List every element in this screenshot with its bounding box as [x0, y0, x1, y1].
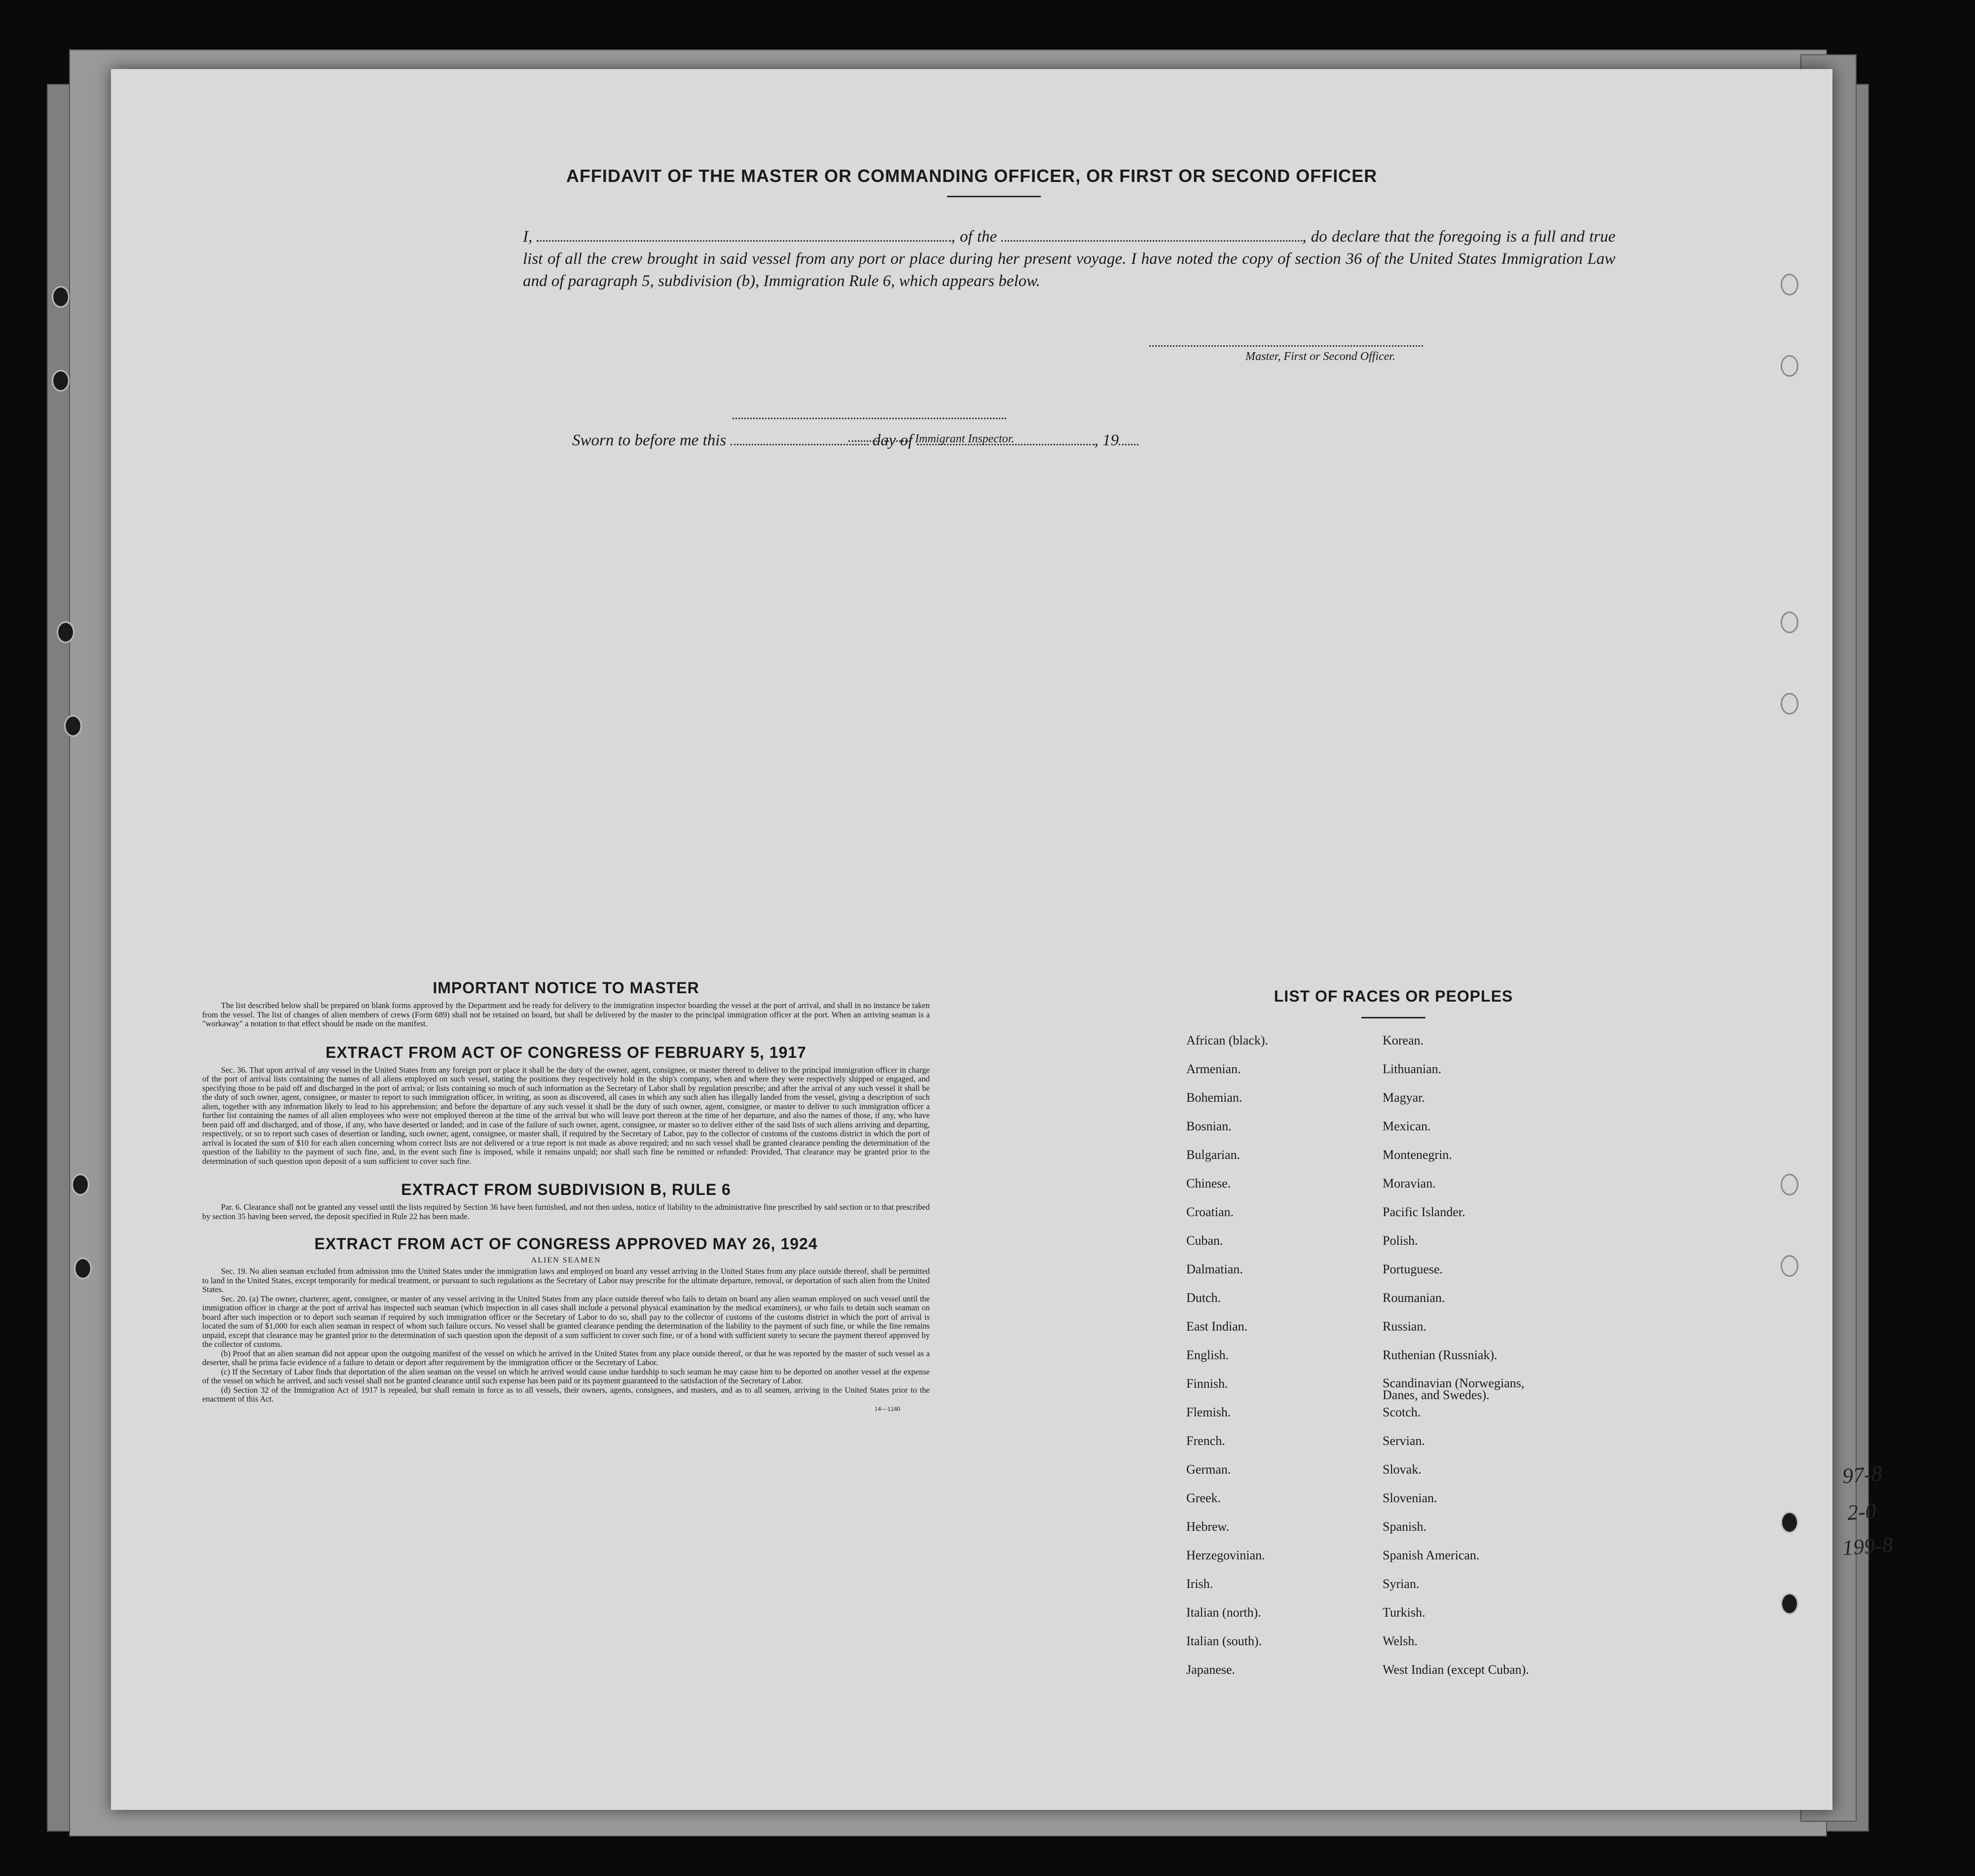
punch-hole: [1781, 693, 1798, 715]
races-heading: LIST OF RACES OR PEOPLES: [1274, 987, 1513, 1005]
race-item: West Indian (except Cuban).: [1383, 1662, 1529, 1677]
day-field[interactable]: [731, 433, 869, 445]
affidavit-title: AFFIDAVIT OF THE MASTER OR COMMANDING OFFICER, OR FIRST OR SECOND OFFICER: [566, 166, 1378, 186]
race-item: Bulgarian.: [1186, 1148, 1241, 1162]
race-item: Hebrew.: [1186, 1519, 1230, 1534]
punch-hole: [1781, 1593, 1798, 1615]
race-item: Chinese.: [1186, 1176, 1231, 1191]
binding-hole: [72, 1174, 89, 1195]
race-item: Pacific Islander.: [1383, 1205, 1465, 1219]
race-item: Korean.: [1383, 1033, 1424, 1047]
race-item: French.: [1186, 1434, 1225, 1448]
race-item: Mexican.: [1383, 1119, 1431, 1133]
master-label: Master, First or Second Officer.: [1245, 350, 1395, 363]
extract-1924-sec20b: (b) Proof that an alien seaman did not appear upon the outgoing manifest of the vessel on which he arrived in the United States from any place outside thereof, or that he was reported by the master of such vessel as a deserter, shall be prima facie evidence of a failure to detain or deport after requirement by the immigration officer or the Secretary of Labor.: [202, 1348, 930, 1367]
extract-1924-heading: EXTRACT FROM ACT OF CONGRESS APPROVED MAY 26, 1924: [314, 1235, 818, 1253]
legal-text-block: [202, 979, 930, 1413]
do-declare-text: , do declare: [1302, 228, 1380, 246]
race-item: Welsh.: [1383, 1634, 1418, 1648]
race-item: Syrian.: [1383, 1577, 1420, 1591]
race-item: Greek.: [1186, 1491, 1221, 1505]
race-item: Portuguese.: [1383, 1262, 1443, 1276]
race-item: Finnish.: [1186, 1376, 1228, 1391]
notice-heading: IMPORTANT NOTICE TO MASTER: [433, 979, 699, 997]
race-item: Bohemian.: [1186, 1090, 1243, 1105]
race-item: Spanish.: [1383, 1519, 1426, 1534]
extract-1917-text: Sec. 36. That upon arrival of any vessel in the United States from any foreign port or place it shall be the duty of the owner, agent, consignee, or master thereof to deliver to the principal immigration officer in charge of the port of arrival lists containing the names of all aliens employed on such vessel, stating the positions they respectively hold in the ship's company, when and where they were respectively shipped or engaged, and specifying those to be paid off and discharged in the port of arrival; or lists containing so much of such information as the Secretary of Labor shall by regulation prescribe; and after the arrival of any such vessel it shall be the duty of such owner, agent, consignee, or master to report to such immigration officer, in writing, as soon as discovered, all cases in which any such alien has illegally landed from the vessel, giving a description of such alien, together with any information likely to lead to his apprehension; and before the departure of any such vessel it shall be the duty of such owner, agent, consignee, or master to deliver to such immigration officer a further list containing the names of all alien employees who were not employed thereon at the time of the arrival but who will leave port thereon at the time of her departure, and also the names of those, if any, who have been paid off and discharged, and of those, if any, who have deserted or landed; and in case of the failure of such owner, agent, consignee, or master so to deliver either of the said lists of such aliens arriving and departing, respectively, or so to report such cases of desertion or landing, such owner, agent, consignee, or master shall, if required by the Secretary of Labor, pay to the collector of customs of the customs district in which the port of arrival is located the sum of $10 for each alien concerning whom correct lists are not delivered or a true report is not made as above required; and no such vessel shall be granted clearance pending the determination of the question of the liability to the payment of such fine, and, in the event such fine is imposed, while it remains unpaid; nor shall such fine be remitted or refunded: Provided, That clearance may be granted prior to the determination of such question upon deposit of a sum sufficient to cover such fine.: [202, 1065, 930, 1166]
affidavit-body: that the foregoing is a full and true list of all the crew brought in said vessel from any port or place during her present voyage. I have noted the copy of section 36 of the United States Immigration Law and of paragraph 5, subdivision (b), Immigration Rule 6, which appears below.: [523, 228, 1616, 290]
race-item: Lithuanian.: [1383, 1062, 1442, 1076]
race-item: German.: [1186, 1462, 1231, 1477]
race-item: Montenegrin.: [1383, 1148, 1452, 1162]
punch-hole: [1781, 1255, 1798, 1277]
extract-1924-sec20d: (d) Section 32 of the Immigration Act of 1917 is repealed, but shall remain in force as to all vessels, their owners, agents, consignees, and masters, and as to all seamen, arriving in the United States prior to the enactment of this Act.: [202, 1385, 930, 1404]
race-item: Slovak.: [1383, 1462, 1422, 1477]
inspector-label: Immigrant Inspector.: [915, 433, 1015, 445]
race-item: Flemish.: [1186, 1405, 1231, 1419]
races-column-left: [1186, 1034, 1268, 1692]
of-the-text: , of the: [951, 228, 997, 246]
day-of-text: day of: [872, 432, 913, 449]
affidavit-declaration: [523, 226, 1615, 292]
year-field[interactable]: [1119, 433, 1138, 445]
race-item: Herzegovinian.: [1186, 1548, 1265, 1562]
title-underline: [947, 196, 1041, 197]
punch-hole: [1781, 355, 1798, 377]
margin-note: 199-8: [1841, 1532, 1894, 1560]
race-item: Moravian.: [1383, 1176, 1436, 1191]
race-item: Cuban.: [1186, 1233, 1223, 1248]
binding-hole: [52, 370, 70, 392]
race-item: Italian (north).: [1186, 1605, 1261, 1620]
inspector-signature-line-short[interactable]: [848, 440, 910, 442]
margin-note: 2-0: [1846, 1499, 1877, 1525]
inspector-signature-line[interactable]: [732, 418, 1006, 419]
race-item: Roumanian.: [1383, 1291, 1445, 1305]
race-item: Slovenian.: [1383, 1491, 1437, 1505]
manifest-page: [111, 69, 1832, 1810]
race-item: Dalmatian.: [1186, 1262, 1243, 1276]
extract-rule6-heading: EXTRACT FROM SUBDIVISION B, RULE 6: [401, 1181, 731, 1198]
extract-1924-sec20a: Sec. 20. (a) The owner, charterer, agent, consignee, or master of any vessel arriving in the United States from any place outside thereof who fails to detain on board any alien seaman employed on such vessel until the immigration officer in charge at the port of arrival has inspected such seaman (which inspection in all cases shall include a personal physical examination by the medical examiners), or who fails to detain such seaman on board after such inspection or to deport such seaman if required by such immigration officer or the Secretary of Labor to do so, shall pay to the collector of customs of the customs district in which the port of arrival is located the sum of $1,000 for each alien seaman in respect of whom such failure occurs. No vessel shall be granted clearance pending the determination of the liability to the payment of such fine, or while the fine remains unpaid, except that clearance may be granted prior to the determination of such question upon the deposit of a sum sufficient to cover such fine, or of a bond with sufficient surety to secure the payment thereof approved by the collector of customs.: [202, 1294, 930, 1349]
race-item: Scandinavian (Norwegians, Danes, and Swedes).: [1383, 1376, 1525, 1402]
binding-hole: [52, 286, 70, 308]
year-prefix: , 19: [1094, 432, 1119, 449]
affidavit-lead: I,: [523, 228, 533, 246]
race-item: Armenian.: [1186, 1062, 1241, 1076]
punch-hole: [1781, 1174, 1798, 1195]
races-column-right: [1383, 1034, 1560, 1692]
binding-hole: [74, 1258, 92, 1279]
race-item: Dutch.: [1186, 1291, 1221, 1305]
races-underline: [1361, 1017, 1426, 1018]
extract-rule6-text: Par. 6. Clearance shall not be granted any vessel until the lists required by Section 36 have been furnished, and not then unless, notice of liability to the administrative fine prescribed by said section or to that prescribed by section 35 having been served, the deposit specified in Rule 22 has been made.: [202, 1202, 930, 1221]
race-item: African (black).: [1186, 1033, 1269, 1047]
race-item: Polish.: [1383, 1233, 1418, 1248]
race-item: Italian (south).: [1186, 1634, 1262, 1648]
race-item: Irish.: [1186, 1577, 1213, 1591]
race-item: Croatian.: [1186, 1205, 1234, 1219]
vessel-field[interactable]: [1001, 229, 1302, 242]
binding-hole: [64, 715, 82, 737]
notice-text: The list described below shall be prepared on blank forms approved by the Department and be ready for delivery to the immigration inspector boarding the vessel at the port of arrival, and shall in no instance be taken from the vessel. The list of changes of alien members of crews (Form 689) shall not be retained on board, but shall be delivered by the master to the principal immigration officer at the port. When an arriving seaman is a "workaway" a notation to that effect should be made on the manifest.: [202, 1001, 930, 1028]
binding-hole: [57, 621, 74, 643]
race-item: Japanese.: [1186, 1662, 1235, 1677]
punch-hole: [1781, 1512, 1798, 1533]
alien-seamen-subheading: ALIEN SEAMEN: [531, 1256, 601, 1264]
race-item: Magyar.: [1383, 1090, 1425, 1105]
race-item: East Indian.: [1186, 1319, 1248, 1334]
punch-hole: [1781, 274, 1798, 295]
race-item: Bosnian.: [1186, 1119, 1232, 1133]
race-item: Servian.: [1383, 1434, 1425, 1448]
race-item: Ruthenian (Russniak).: [1383, 1348, 1498, 1362]
master-signature-line[interactable]: [1149, 345, 1423, 347]
name-field[interactable]: [537, 229, 951, 242]
extract-1924-sec19: Sec. 19. No alien seaman excluded from admission into the United States under the immigration laws and employed on board any vessel arriving in the United States from any place outside thereof, shall be permitted to land in the United States, except temporarily for medical treatment, or pursuant to such regulations as the Secretary of Labor may prescribe for the ultimate departure, removal, or deportation of such alien from the United States.: [202, 1266, 930, 1294]
margin-note: 97-8: [1841, 1461, 1883, 1488]
extract-1917-heading: EXTRACT FROM ACT OF CONGRESS OF FEBRUARY 5, 1917: [326, 1043, 806, 1061]
sworn-prefix: Sworn to before me this: [572, 432, 727, 449]
race-item: Turkish.: [1383, 1605, 1426, 1620]
race-item: English.: [1186, 1348, 1229, 1362]
race-item: Scotch.: [1383, 1405, 1421, 1419]
punch-hole: [1781, 612, 1798, 633]
race-item: Spanish American.: [1383, 1548, 1480, 1562]
race-item: Russian.: [1383, 1319, 1426, 1334]
form-number: 14—1240: [875, 1405, 900, 1412]
extract-1924-sec20c: (c) If the Secretary of Labor finds that deportation of the alien seaman on the vessel on which he arrived would cause undue hardship to such seaman he may cause him to be deported on another vessel at the expense of the vessel on which he arrived, and such vessel shall not be granted clearance until such expense has been paid or its payment guaranteed to the satisfaction of the Secretary of Labor.: [202, 1367, 930, 1385]
